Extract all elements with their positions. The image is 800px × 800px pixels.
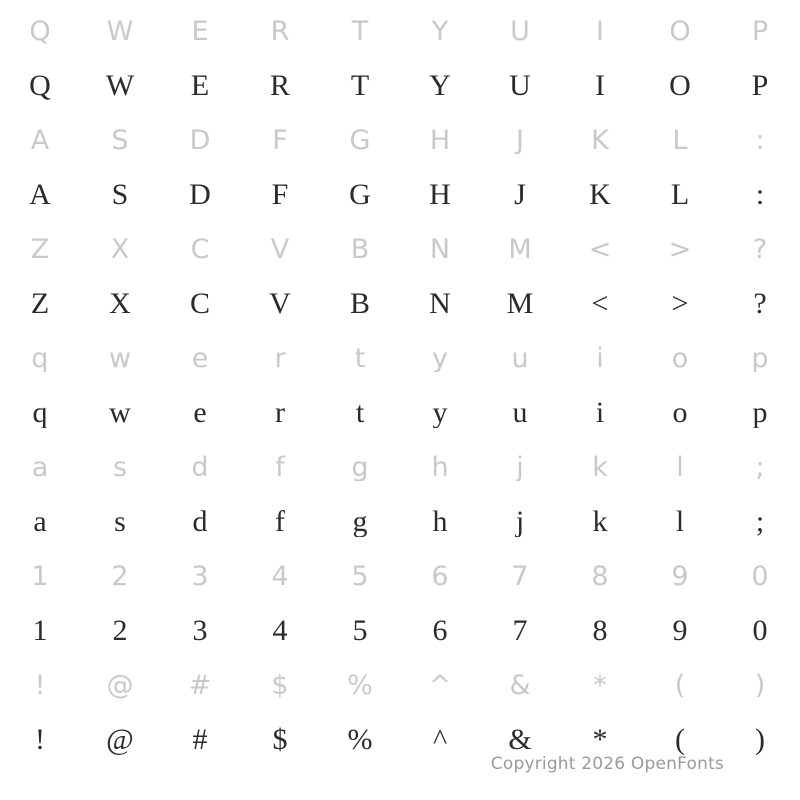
glyph-cell: w xyxy=(108,344,132,372)
glyph-cell: Y xyxy=(429,70,451,101)
glyph-cell: i xyxy=(596,344,604,372)
glyph-cell: q xyxy=(32,397,48,428)
glyph-cell: k xyxy=(592,453,608,481)
glyph-cell: @ xyxy=(106,724,134,755)
glyph-cell: ^ xyxy=(432,724,448,755)
glyph-cell: E xyxy=(191,17,209,45)
glyph-cell: : xyxy=(755,179,765,210)
glyph-cell: q xyxy=(31,344,49,372)
glyph-cell: r xyxy=(275,397,285,428)
glyph-cell: F xyxy=(272,126,288,154)
glyph-cell: j xyxy=(516,453,524,481)
glyph-cell: V xyxy=(270,235,290,263)
glyph-cell: N xyxy=(429,288,451,319)
glyph-cell: # xyxy=(188,671,212,699)
glyph-cell: ? xyxy=(753,288,767,319)
reference-glyph-row xyxy=(0,440,800,495)
glyph-cell: $ xyxy=(272,724,288,755)
copyright-notice: Copyright 2026 OpenFonts xyxy=(490,754,724,774)
glyph-cell: ? xyxy=(752,235,768,263)
glyph-cell: a xyxy=(31,453,49,481)
glyph-cell: J xyxy=(514,179,526,210)
glyph-cell: < xyxy=(591,288,609,319)
glyph-cell: p xyxy=(751,344,769,372)
glyph-cell: u xyxy=(512,397,528,428)
glyph-cell: M xyxy=(506,288,534,319)
glyph-cell: A xyxy=(29,179,51,210)
glyph-cell: X xyxy=(109,288,131,319)
glyph-cell: & xyxy=(509,671,531,699)
glyph-cell: V xyxy=(269,288,291,319)
specimen-glyph-row xyxy=(0,277,800,332)
glyph-cell: 8 xyxy=(591,562,609,590)
glyph-cell: ) xyxy=(755,724,765,755)
glyph-cell: T xyxy=(350,70,370,101)
glyph-cell: a xyxy=(33,506,47,537)
reference-glyph-row xyxy=(0,549,800,604)
glyph-cell: l xyxy=(675,506,685,537)
glyph-cell: 4 xyxy=(272,615,288,646)
glyph-cell: Z xyxy=(30,288,50,319)
glyph-cell: % xyxy=(347,671,373,699)
glyph-cell: 5 xyxy=(351,562,369,590)
glyph-cell: N xyxy=(429,235,451,263)
glyph-cell: F xyxy=(271,179,289,210)
glyph-cell: H xyxy=(429,179,451,210)
glyph-cell: 7 xyxy=(511,562,529,590)
glyph-cell: j xyxy=(515,506,525,537)
specimen-glyph-row xyxy=(0,168,800,223)
glyph-cell: P xyxy=(751,17,769,45)
glyph-cell: 5 xyxy=(352,615,368,646)
glyph-cell: @ xyxy=(106,671,134,699)
glyph-cell: y xyxy=(432,344,448,372)
glyph-cell: > xyxy=(671,288,689,319)
glyph-cell: i xyxy=(595,397,605,428)
glyph-cell: U xyxy=(509,70,531,101)
reference-glyph-row xyxy=(0,658,800,713)
glyph-cell: U xyxy=(510,17,530,45)
glyph-cell: e xyxy=(191,344,209,372)
specimen-glyph-row xyxy=(0,604,800,659)
glyph-cell: B xyxy=(350,235,370,263)
glyph-cell: A xyxy=(30,126,50,154)
glyph-cell: 3 xyxy=(191,562,209,590)
glyph-cell: : xyxy=(755,126,765,154)
glyph-cell: g xyxy=(352,506,368,537)
reference-glyph-row xyxy=(0,4,800,59)
glyph-cell: 0 xyxy=(751,562,769,590)
glyph-cell: h xyxy=(431,453,449,481)
glyph-cell: ^ xyxy=(428,671,452,699)
glyph-cell: Q xyxy=(29,70,51,101)
glyph-cell: E xyxy=(190,70,210,101)
glyph-cell: l xyxy=(676,453,684,481)
reference-glyph-row xyxy=(0,331,800,386)
glyph-cell: D xyxy=(189,126,211,154)
glyph-cell: * xyxy=(592,724,608,755)
glyph-cell: O xyxy=(669,70,691,101)
glyph-cell: s xyxy=(114,506,126,537)
glyph-cell: w xyxy=(109,397,131,428)
glyph-cell: & xyxy=(508,724,532,755)
glyph-cell: R xyxy=(270,17,290,45)
reference-glyph-row xyxy=(0,113,800,168)
glyph-cell: 0 xyxy=(752,615,768,646)
glyph-cell: P xyxy=(751,70,769,101)
glyph-cell: > xyxy=(668,235,692,263)
glyph-cell: < xyxy=(588,235,612,263)
glyph-cell: o xyxy=(672,397,688,428)
glyph-cell: f xyxy=(275,453,285,481)
specimen-glyph-row xyxy=(0,59,800,114)
glyph-cell: I xyxy=(596,17,604,45)
glyph-cell: g xyxy=(351,453,369,481)
specimen-glyph-row xyxy=(0,386,800,441)
glyph-cell: W xyxy=(106,17,134,45)
glyph-cell: 9 xyxy=(672,615,688,646)
glyph-cell: H xyxy=(429,126,451,154)
glyph-cell: L xyxy=(672,126,688,154)
glyph-cell: 4 xyxy=(271,562,289,590)
glyph-cell: k xyxy=(592,506,608,537)
glyph-cell: 2 xyxy=(111,562,129,590)
glyph-cell: C xyxy=(190,235,210,263)
glyph-cell: % xyxy=(347,724,373,755)
glyph-cell: f xyxy=(275,506,285,537)
glyph-cell: X xyxy=(110,235,130,263)
glyph-cell: D xyxy=(189,179,211,210)
glyph-cell: R xyxy=(269,70,290,101)
glyph-cell: 2 xyxy=(112,615,128,646)
glyph-cell: ( xyxy=(675,724,685,755)
glyph-cell: * xyxy=(593,671,607,699)
glyph-cell: 1 xyxy=(31,562,49,590)
glyph-cell: 9 xyxy=(671,562,689,590)
glyph-cell: C xyxy=(189,288,210,319)
glyph-cell: T xyxy=(351,17,369,45)
glyph-cell: J xyxy=(516,126,524,154)
glyph-cell: d xyxy=(191,453,209,481)
glyph-cell: e xyxy=(193,397,207,428)
glyph-cell: G xyxy=(349,179,371,210)
glyph-cell: o xyxy=(671,344,689,372)
glyph-cell: S xyxy=(111,126,129,154)
glyph-cell: t xyxy=(354,344,366,372)
glyph-cell: # xyxy=(192,724,208,755)
glyph-cell: 6 xyxy=(431,562,449,590)
glyph-cell: h xyxy=(432,506,448,537)
glyph-cell: s xyxy=(112,453,128,481)
glyph-cell: I xyxy=(595,70,605,101)
glyph-cell: L xyxy=(670,179,690,210)
glyph-cell: 6 xyxy=(432,615,448,646)
glyph-cell: ! xyxy=(34,671,46,699)
glyph-cell: t xyxy=(355,397,365,428)
glyph-cell: ; xyxy=(755,506,765,537)
glyph-cell: G xyxy=(349,126,371,154)
glyph-cell: Y xyxy=(431,17,449,45)
glyph-cell: B xyxy=(349,288,370,319)
glyph-cell: 8 xyxy=(592,615,608,646)
specimen-glyph-row xyxy=(0,495,800,550)
glyph-cell: W xyxy=(105,70,135,101)
glyph-cell: S xyxy=(111,179,129,210)
glyph-cell: u xyxy=(511,344,529,372)
glyph-cell: p xyxy=(752,397,768,428)
glyph-cell: Z xyxy=(30,235,50,263)
glyph-cell: O xyxy=(669,17,691,45)
glyph-cell: K xyxy=(591,126,609,154)
glyph-cell: 7 xyxy=(512,615,528,646)
glyph-cell: ; xyxy=(755,453,765,481)
glyph-cell: y xyxy=(432,397,448,428)
glyph-cell: r xyxy=(274,344,286,372)
glyph-cell: Q xyxy=(29,17,51,45)
glyph-cell: d xyxy=(192,506,208,537)
glyph-cell: M xyxy=(508,235,532,263)
glyph-cell: ) xyxy=(754,671,766,699)
glyph-cell: ! xyxy=(35,724,45,755)
glyph-cell: 3 xyxy=(192,615,208,646)
glyph-cell: $ xyxy=(271,671,289,699)
glyph-cell: K xyxy=(589,179,611,210)
glyph-cell: ( xyxy=(674,671,686,699)
reference-glyph-row xyxy=(0,222,800,277)
glyph-cell: 1 xyxy=(32,615,48,646)
